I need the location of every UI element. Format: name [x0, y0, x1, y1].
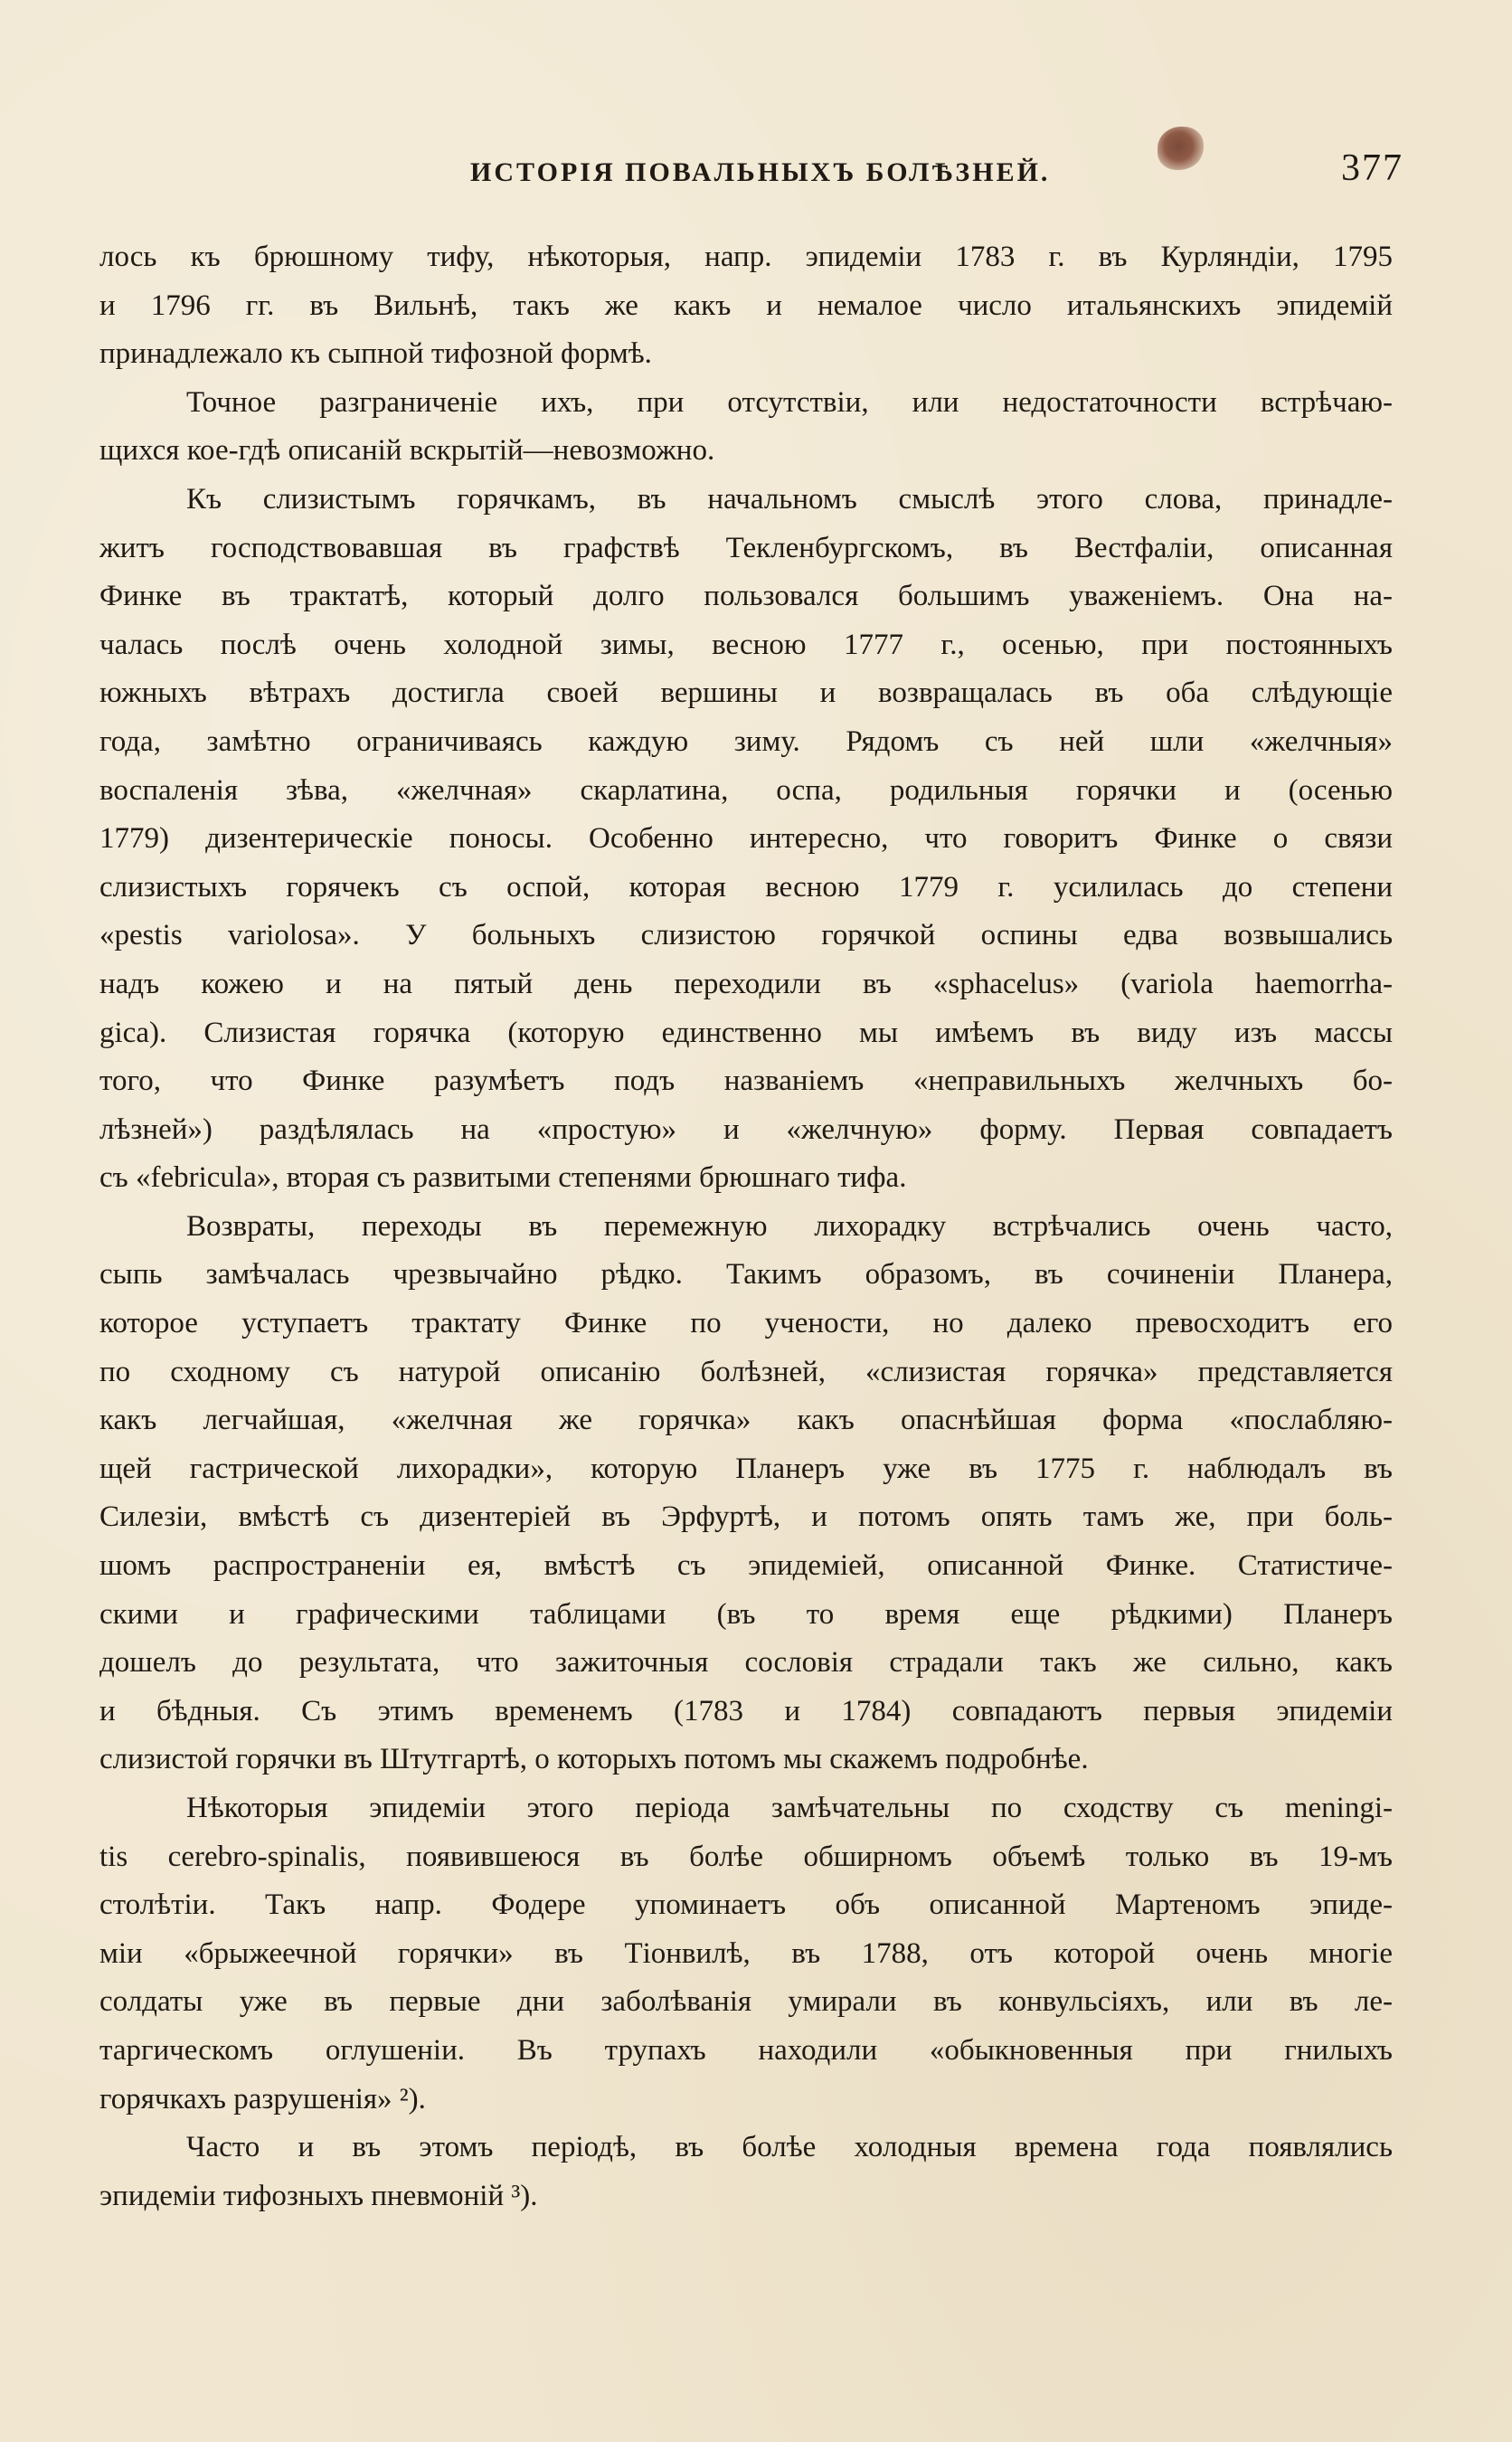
text-line: слизистой горячки въ Штутгартѣ, о которыхъ потомъ мы скажемъ подробнѣе. [99, 1743, 1089, 1776]
text-line: южныхъ вѣтрахъ достигла своей вершины и возвращалась въ оба слѣдующіе [99, 677, 1393, 710]
text-line: Часто и въ этомъ періодѣ, въ болѣе холодныя времена года появлялись [186, 2131, 1393, 2164]
text-line: Возвраты, переходы въ перемежную лихорадку встрѣчались очень часто, [186, 1209, 1393, 1243]
text-line: шомъ распространеніи ея, вмѣстѣ съ эпидеміей, описанной Финке. Статистиче- [99, 1549, 1393, 1583]
text-line: Финке въ трактатѣ, который долго пользовался большимъ уваженіемъ. Она на- [99, 580, 1393, 613]
text-line: принадлежало къ сыпной тифозной формѣ. [99, 337, 652, 371]
text-line: Нѣкоторыя эпидеміи этого періода замѣчательны по сходству съ meningi- [186, 1792, 1393, 1824]
text-line: года, замѣтно ограничиваясь каждую зиму. Рядомъ съ ней шли «желчныя» [99, 724, 1393, 758]
text-line: житъ господствовавшая въ графствѣ Текленбургскомъ, въ Вестфаліи, описанная [99, 531, 1393, 564]
text-line: солдаты уже въ первые дни заболѣванія умирали въ конвульсіяхъ, или въ ле- [99, 1985, 1393, 2019]
paragraph [99, 476, 1393, 1203]
ink-blot-stain [1158, 127, 1205, 170]
text-line: лѣзней») раздѣлялась на «простую» и «желчную» форму. Первая совпадаетъ [99, 1112, 1393, 1146]
text-line: по сходному съ натурой описанію болѣзней, «слизистая горячка» представляется [99, 1355, 1393, 1388]
text-line: столѣтіи. Такъ напр. Фодере упоминаетъ объ описанной Мартеномъ эпиде- [99, 1888, 1393, 1922]
text-line: чалась послѣ очень холодной зимы, весною 1777 г., осенью, при постоянныхъ [99, 628, 1393, 661]
text-line: міи «брыжеечной горячки» въ Тіонвилѣ, въ 1788, отъ которой очень многіе [99, 1936, 1393, 1970]
text-line: воспаленія зѣва, «желчная» скарлатина, оспа, родильныя горячки и (осенью [99, 773, 1393, 807]
text-line: щей гастрической лихорадки», которую Планеръ уже въ 1775 г. наблюдалъ въ [99, 1452, 1393, 1485]
body-text [99, 233, 1393, 2220]
text-line: gica). Слизистая горячка (которую единственно мы имѣемъ въ виду изъ массы [99, 1016, 1393, 1049]
text-line: 1779) дизентерическіе поносы. Особенно интересно, что говоритъ Финке о связи [99, 822, 1393, 856]
page-number: 377 [1341, 147, 1403, 189]
text-line: Силезіи, вмѣстѣ съ дизентеріей въ Эрфуртѣ, и потомъ опять тамъ же, при боль- [99, 1500, 1393, 1534]
paragraph [99, 379, 1393, 476]
text-line: лось къ брюшному тифу, нѣкоторыя, напр. эпидеміи 1783 г. въ Курляндіи, 1795 [99, 241, 1393, 273]
text-line: эпидеміи тифозныхъ пневмоній ³). [99, 2179, 538, 2212]
paragraph [99, 1784, 1393, 2124]
text-line: и бѣдныя. Съ этимъ временемъ (1783 и 1784) совпадаютъ первыя эпидеміи [99, 1694, 1393, 1727]
text-line: какъ легчайшая, «желчная же горячка» какъ опаснѣйшая форма «послабляю- [99, 1404, 1393, 1437]
text-line: «pestis variolosa». У больныхъ слизистою горячкой оспины едва возвышались [99, 919, 1393, 952]
paragraph [99, 233, 1393, 379]
paragraph [99, 2124, 1393, 2220]
running-head: ИСТОРІЯ ПОВАЛЬНЫХЪ БОЛѢЗНЕЙ. [470, 157, 1051, 187]
text-line: Точное разграниченіе ихъ, при отсутствіи, или недостаточности встрѣчаю- [186, 385, 1393, 419]
paragraph [99, 1203, 1393, 1784]
text-line: щихся кое-гдѣ описаній вскрытій—невозможно. [99, 434, 715, 468]
text-line: съ «febricula», вторая съ развитыми степенями брюшнаго тифа. [99, 1161, 907, 1195]
text-line: и 1796 гг. въ Вильнѣ, такъ же какъ и немалое число итальянскихъ эпидемій [99, 289, 1393, 322]
text-line: Къ слизистымъ горячкамъ, въ начальномъ смыслѣ этого слова, принадле- [186, 482, 1393, 516]
text-line: того, что Финке разумѣетъ подъ названіемъ «неправильныхъ желчныхъ бо- [99, 1065, 1393, 1098]
text-line: которое уступаетъ трактату Финке по учености, но далеко превосходитъ его [99, 1307, 1393, 1340]
text-line: сыпь замѣчалась чрезвычайно рѣдко. Такимъ образомъ, въ сочиненіи Планера, [99, 1258, 1393, 1292]
text-line: дошелъ до результата, что зажиточныя сословія страдали такъ же сильно, какъ [99, 1646, 1393, 1680]
text-line: надъ кожею и на пятый день переходили въ «sphacelus» (variola haemorrha- [99, 967, 1393, 1000]
text-line: скими и графическими таблицами (въ то время еще рѣдкими) Планеръ [99, 1597, 1393, 1631]
text-line: горячкахъ разрушенія» ²). [99, 2082, 426, 2115]
text-line: таргическомъ оглушеніи. Въ трупахъ находили «обыкновенныя при гнилыхъ [99, 2033, 1393, 2067]
text-line: tis cerebro-spinalis, появившеюся въ болѣе обширномъ объемѣ только въ 19-мъ [99, 1840, 1393, 1873]
page-header [99, 147, 1403, 204]
text-line: слизистыхъ горячекъ съ оспой, которая весною 1779 г. усилилась до степени [99, 870, 1393, 904]
